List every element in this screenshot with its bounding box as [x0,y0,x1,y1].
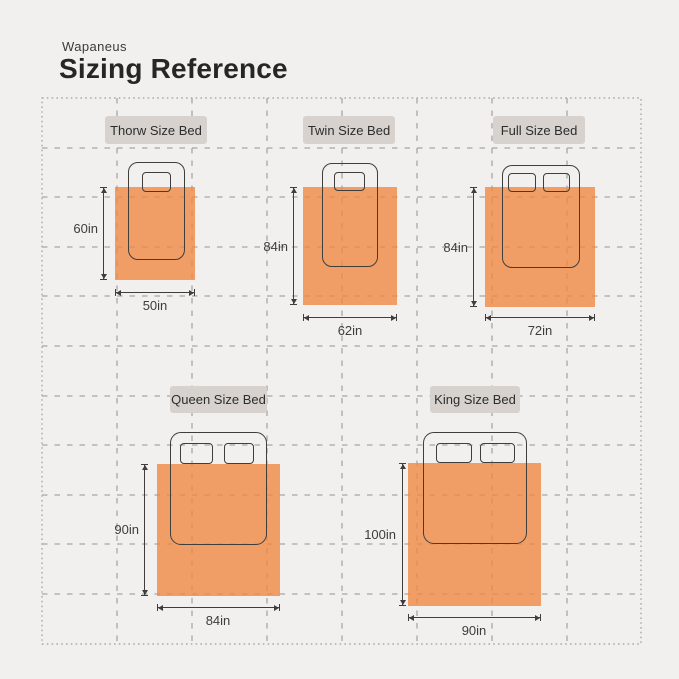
brand-name: Wapaneus [62,39,127,54]
bed-size-badge [105,116,207,144]
width-dimension-arrow [157,603,280,612]
width-dimension-label: 90in [461,623,487,638]
width-dimension-arrow [115,288,195,297]
bed-size-badge [303,116,395,144]
pillow-icon [436,443,472,463]
height-dimension-arrow [140,464,149,596]
height-dimension-label: 60in [73,221,98,236]
bed-size-badge [493,116,585,144]
pillow-icon [480,443,515,463]
height-dimension-arrow [398,463,407,606]
bed-size-badge-label: King Size Bed [434,392,516,407]
pillow-icon [508,173,536,192]
width-dimension-arrow [303,313,397,322]
page-title: Sizing Reference [59,53,288,84]
width-dimension-label: 50in [142,298,168,313]
pillow-icon [224,443,254,464]
width-dimension-arrow [485,313,595,322]
pillow-icon [543,173,570,192]
width-dimension-label: 62in [337,323,363,338]
width-dimension-label: 72in [527,323,553,338]
bed-size-badge [430,386,520,413]
width-dimension-label: 84in [205,613,231,628]
bed-size-badge-label: Twin Size Bed [307,122,391,138]
height-dimension-label: 90in [114,522,139,537]
height-dimension-arrow [469,187,478,307]
height-dimension-label: 84in [263,239,288,254]
height-dimension-label: 100in [364,527,396,542]
pillow-icon [142,172,171,192]
height-dimension-label: 84in [443,240,468,255]
pillow-icon [334,172,365,191]
bed-size-badge-label: Full Size Bed [500,122,578,138]
height-dimension-arrow [289,187,298,305]
bed-size-badge-label: Thorw Size Bed [110,122,202,138]
width-dimension-arrow [408,613,541,622]
pillow-icon [180,443,213,464]
bed-size-badge-label: Queen Size Bed [171,392,266,407]
height-dimension-arrow [99,187,108,280]
bed-size-badge [170,386,267,413]
